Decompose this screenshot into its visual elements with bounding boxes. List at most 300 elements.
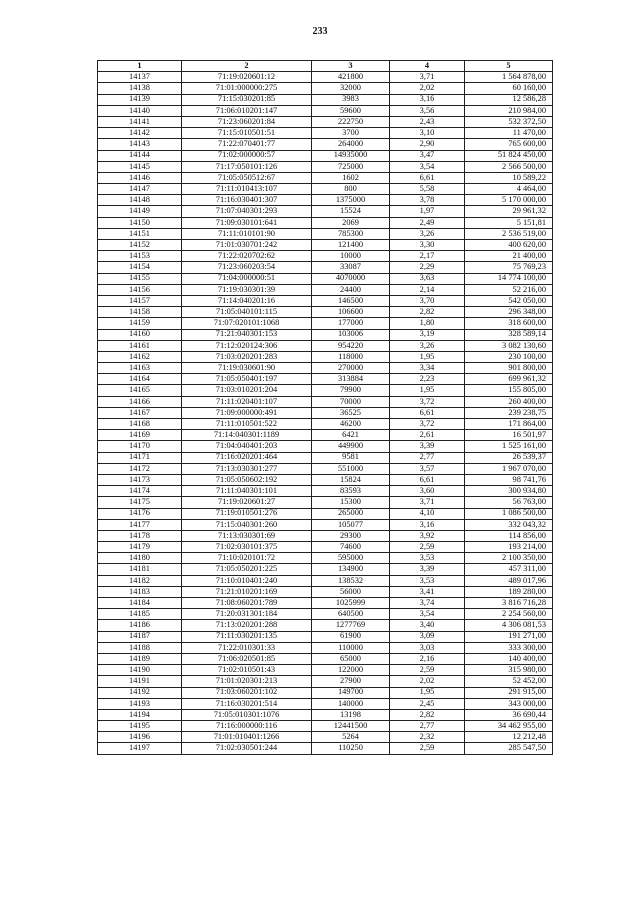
row-number-cell: 14177 xyxy=(98,519,182,530)
amount-cell: 29 961,32 xyxy=(465,206,553,217)
area-cell: 12441500 xyxy=(312,721,390,732)
cadastral-number-cell: 71:01:020301:213 xyxy=(182,676,312,687)
row-number-cell: 14145 xyxy=(98,161,182,172)
rate-cell: 2,59 xyxy=(390,665,465,676)
rate-cell: 2,16 xyxy=(390,653,465,664)
row-number-cell: 14140 xyxy=(98,105,182,116)
amount-cell: 52 216,00 xyxy=(465,284,553,295)
table-row xyxy=(98,407,553,418)
table-row xyxy=(98,698,553,709)
cadastral-number-cell: 71:10:020101:72 xyxy=(182,553,312,564)
amount-cell: 191 271,00 xyxy=(465,631,553,642)
area-cell: 4070000 xyxy=(312,273,390,284)
rate-cell: 3,10 xyxy=(390,128,465,139)
amount-cell: 10 589,22 xyxy=(465,172,553,183)
cadastral-number-cell: 71:12:020124:306 xyxy=(182,340,312,351)
area-cell: 36525 xyxy=(312,407,390,418)
row-number-cell: 14158 xyxy=(98,307,182,318)
table-row xyxy=(98,430,553,441)
area-cell: 1375000 xyxy=(312,195,390,206)
amount-cell: 189 280,00 xyxy=(465,586,553,597)
table-row xyxy=(98,172,553,183)
amount-cell: 542 050,00 xyxy=(465,295,553,306)
cadastral-number-cell: 71:05:050602:192 xyxy=(182,474,312,485)
area-cell: 313884 xyxy=(312,374,390,385)
row-number-cell: 14173 xyxy=(98,474,182,485)
cadastral-number-cell: 71:01:010401:1266 xyxy=(182,732,312,743)
area-cell: 105077 xyxy=(312,519,390,530)
table-row xyxy=(98,217,553,228)
table-row xyxy=(98,620,553,631)
table-row xyxy=(98,743,553,754)
cadastral-number-cell: 71:23:060203:54 xyxy=(182,262,312,273)
area-cell: 24400 xyxy=(312,284,390,295)
cadastral-number-cell: 71:05:040101:115 xyxy=(182,307,312,318)
row-number-cell: 14190 xyxy=(98,665,182,676)
cadastral-number-cell: 71:13:030301:277 xyxy=(182,463,312,474)
rate-cell: 3,26 xyxy=(390,340,465,351)
row-number-cell: 14189 xyxy=(98,653,182,664)
area-cell: 264000 xyxy=(312,139,390,150)
row-number-cell: 14185 xyxy=(98,609,182,620)
area-cell: 15824 xyxy=(312,474,390,485)
table-row xyxy=(98,228,553,239)
area-cell: 1602 xyxy=(312,172,390,183)
rate-cell: 2,29 xyxy=(390,262,465,273)
amount-cell: 140 400,00 xyxy=(465,653,553,664)
row-number-cell: 14175 xyxy=(98,497,182,508)
row-number-cell: 14153 xyxy=(98,251,182,262)
area-cell: 270000 xyxy=(312,363,390,374)
amount-cell: 60 160,00 xyxy=(465,83,553,94)
table-row xyxy=(98,150,553,161)
cadastral-number-cell: 71:05:050201:225 xyxy=(182,564,312,575)
amount-cell: 210 984,00 xyxy=(465,105,553,116)
table-row xyxy=(98,452,553,463)
area-cell: 65000 xyxy=(312,653,390,664)
area-cell: 3700 xyxy=(312,128,390,139)
table-row xyxy=(98,598,553,609)
area-cell: 449900 xyxy=(312,441,390,452)
table-row xyxy=(98,553,553,564)
area-cell: 954220 xyxy=(312,340,390,351)
rate-cell: 3,47 xyxy=(390,150,465,161)
cadastral-number-cell: 71:11:010413:107 xyxy=(182,184,312,195)
rate-cell: 1,95 xyxy=(390,687,465,698)
cadastral-number-cell: 71:05:050401:197 xyxy=(182,374,312,385)
amount-cell: 14 774 100,00 xyxy=(465,273,553,284)
amount-cell: 2 254 560,00 xyxy=(465,609,553,620)
area-cell: 640500 xyxy=(312,609,390,620)
rate-cell: 1,95 xyxy=(390,385,465,396)
rate-cell: 3,16 xyxy=(390,94,465,105)
amount-cell: 3 082 130,60 xyxy=(465,340,553,351)
rate-cell: 3,40 xyxy=(390,620,465,631)
amount-cell: 489 017,96 xyxy=(465,575,553,586)
page-number: 233 xyxy=(312,26,328,37)
amount-cell: 901 800,00 xyxy=(465,363,553,374)
row-number-cell: 14144 xyxy=(98,150,182,161)
rate-cell: 4,10 xyxy=(390,508,465,519)
table-row xyxy=(98,273,553,284)
rate-cell: 6,61 xyxy=(390,474,465,485)
table-row xyxy=(98,351,553,362)
cadastral-number-cell: 71:02:030501:244 xyxy=(182,743,312,754)
rate-cell: 3,19 xyxy=(390,329,465,340)
cadastral-number-cell: 71:11:040301:101 xyxy=(182,486,312,497)
rate-cell: 2,02 xyxy=(390,83,465,94)
amount-cell: 26 539,37 xyxy=(465,452,553,463)
cadastral-number-cell: 71:02:030101:375 xyxy=(182,542,312,553)
table-row xyxy=(98,318,553,329)
cadastral-number-cell: 71:04:040401:203 xyxy=(182,441,312,452)
table-row xyxy=(98,687,553,698)
table-row xyxy=(98,653,553,664)
cadastral-number-cell: 71:19:020601:12 xyxy=(182,72,312,83)
amount-cell: 12 212,48 xyxy=(465,732,553,743)
table-row xyxy=(98,340,553,351)
cadastral-number-cell: 71:06:020501:85 xyxy=(182,653,312,664)
rate-cell: 2,02 xyxy=(390,676,465,687)
cadastral-number-cell: 71:19:030601:90 xyxy=(182,363,312,374)
area-cell: 138532 xyxy=(312,575,390,586)
area-cell: 33087 xyxy=(312,262,390,273)
cadastral-number-cell: 71:01:030701:242 xyxy=(182,240,312,251)
amount-cell: 1 086 500,00 xyxy=(465,508,553,519)
area-cell: 1277769 xyxy=(312,620,390,631)
row-number-cell: 14178 xyxy=(98,530,182,541)
column-header-2: 2 xyxy=(182,61,312,72)
cadastral-number-cell: 71:16:020201:464 xyxy=(182,452,312,463)
area-cell: 1025999 xyxy=(312,598,390,609)
amount-cell: 4 464,00 xyxy=(465,184,553,195)
area-cell: 6421 xyxy=(312,430,390,441)
rate-cell: 2,43 xyxy=(390,116,465,127)
cadastral-number-cell: 71:22:070401:77 xyxy=(182,139,312,150)
cadastral-number-cell: 71:14:040201:16 xyxy=(182,295,312,306)
row-number-cell: 14192 xyxy=(98,687,182,698)
amount-cell: 260 400,00 xyxy=(465,396,553,407)
area-cell: 149700 xyxy=(312,687,390,698)
table-row xyxy=(98,307,553,318)
row-number-cell: 14195 xyxy=(98,721,182,732)
row-number-cell: 14176 xyxy=(98,508,182,519)
area-cell: 46200 xyxy=(312,419,390,430)
cadastral-number-cell: 71:21:010201:169 xyxy=(182,586,312,597)
area-cell: 27900 xyxy=(312,676,390,687)
table-row xyxy=(98,732,553,743)
table-row xyxy=(98,385,553,396)
amount-cell: 532 372,50 xyxy=(465,116,553,127)
cadastral-number-cell: 71:07:020101:1068 xyxy=(182,318,312,329)
cadastral-number-cell: 71:14:040301:1189 xyxy=(182,430,312,441)
rate-cell: 3,34 xyxy=(390,363,465,374)
cadastral-number-cell: 71:06:010201:147 xyxy=(182,105,312,116)
amount-cell: 333 300,00 xyxy=(465,642,553,653)
cadastral-number-cell: 71:21:040301:153 xyxy=(182,329,312,340)
rate-cell: 3,72 xyxy=(390,419,465,430)
row-number-cell: 14167 xyxy=(98,407,182,418)
cadastral-number-cell: 71:15:040301:260 xyxy=(182,519,312,530)
amount-cell: 21 400,00 xyxy=(465,251,553,262)
area-cell: 134900 xyxy=(312,564,390,575)
table-row xyxy=(98,721,553,732)
area-cell: 10000 xyxy=(312,251,390,262)
table-row xyxy=(98,363,553,374)
column-header-1: 1 xyxy=(98,61,182,72)
area-cell: 551000 xyxy=(312,463,390,474)
cadastral-number-cell: 71:16:030201:514 xyxy=(182,698,312,709)
rate-cell: 3,09 xyxy=(390,631,465,642)
cadastral-number-cell: 71:13:020201:288 xyxy=(182,620,312,631)
cadastral-number-cell: 71:05:010301:1076 xyxy=(182,709,312,720)
area-cell: 800 xyxy=(312,184,390,195)
table-row xyxy=(98,374,553,385)
rate-cell: 2,77 xyxy=(390,452,465,463)
cadastral-number-cell: 71:03:010201:204 xyxy=(182,385,312,396)
table-row xyxy=(98,128,553,139)
area-cell: 79900 xyxy=(312,385,390,396)
table-row xyxy=(98,441,553,452)
area-cell: 29300 xyxy=(312,530,390,541)
cadastral-number-cell: 71:13:030301:69 xyxy=(182,530,312,541)
rate-cell: 3,16 xyxy=(390,519,465,530)
table-row xyxy=(98,463,553,474)
area-cell: 5264 xyxy=(312,732,390,743)
area-cell: 61900 xyxy=(312,631,390,642)
area-cell: 140000 xyxy=(312,698,390,709)
cadastral-number-cell: 71:22:020702:62 xyxy=(182,251,312,262)
row-number-cell: 14171 xyxy=(98,452,182,463)
area-cell: 265000 xyxy=(312,508,390,519)
table-row xyxy=(98,83,553,94)
table-row xyxy=(98,676,553,687)
amount-cell: 332 043,32 xyxy=(465,519,553,530)
cadastral-number-cell: 71:01:000000:275 xyxy=(182,83,312,94)
cadastral-number-cell: 71:16:000000:116 xyxy=(182,721,312,732)
row-number-cell: 14159 xyxy=(98,318,182,329)
rate-cell: 3,41 xyxy=(390,586,465,597)
rate-cell: 3,72 xyxy=(390,396,465,407)
table-row xyxy=(98,564,553,575)
table-row xyxy=(98,486,553,497)
rate-cell: 3,71 xyxy=(390,72,465,83)
amount-cell: 171 864,00 xyxy=(465,419,553,430)
row-number-cell: 14147 xyxy=(98,184,182,195)
cadastral-number-cell: 71:22:010301:33 xyxy=(182,642,312,653)
rate-cell: 3,54 xyxy=(390,161,465,172)
rate-cell: 3,71 xyxy=(390,497,465,508)
table-row xyxy=(98,542,553,553)
table-row xyxy=(98,139,553,150)
row-number-cell: 14152 xyxy=(98,240,182,251)
cadastral-number-cell: 71:19:010501:276 xyxy=(182,508,312,519)
rate-cell: 2,17 xyxy=(390,251,465,262)
amount-cell: 1 525 161,00 xyxy=(465,441,553,452)
amount-cell: 52 452,00 xyxy=(465,676,553,687)
row-number-cell: 14139 xyxy=(98,94,182,105)
row-number-cell: 14165 xyxy=(98,385,182,396)
area-cell: 59600 xyxy=(312,105,390,116)
amount-cell: 457 311,00 xyxy=(465,564,553,575)
table-row xyxy=(98,665,553,676)
row-number-cell: 14170 xyxy=(98,441,182,452)
area-cell: 122000 xyxy=(312,665,390,676)
amount-cell: 16 501,97 xyxy=(465,430,553,441)
table-row xyxy=(98,396,553,407)
row-number-cell: 14196 xyxy=(98,732,182,743)
area-cell: 785300 xyxy=(312,228,390,239)
area-cell: 3983 xyxy=(312,94,390,105)
amount-cell: 285 547,50 xyxy=(465,743,553,754)
amount-cell: 296 348,00 xyxy=(465,307,553,318)
row-number-cell: 14179 xyxy=(98,542,182,553)
amount-cell: 230 100,00 xyxy=(465,351,553,362)
rate-cell: 2,90 xyxy=(390,139,465,150)
table-row xyxy=(98,575,553,586)
row-number-cell: 14194 xyxy=(98,709,182,720)
row-number-cell: 14172 xyxy=(98,463,182,474)
row-number-cell: 14154 xyxy=(98,262,182,273)
rate-cell: 3,54 xyxy=(390,609,465,620)
area-cell: 421800 xyxy=(312,72,390,83)
table-row xyxy=(98,497,553,508)
registry-table xyxy=(97,60,553,755)
amount-cell: 315 980,00 xyxy=(465,665,553,676)
area-cell: 121400 xyxy=(312,240,390,251)
table-row xyxy=(98,419,553,430)
cadastral-number-cell: 71:11:010501:522 xyxy=(182,419,312,430)
rate-cell: 3,30 xyxy=(390,240,465,251)
amount-cell: 56 763,00 xyxy=(465,497,553,508)
table-row xyxy=(98,195,553,206)
cadastral-number-cell: 71:05:050512:67 xyxy=(182,172,312,183)
rate-cell: 3,70 xyxy=(390,295,465,306)
row-number-cell: 14137 xyxy=(98,72,182,83)
amount-cell: 239 238,75 xyxy=(465,407,553,418)
cadastral-number-cell: 71:02:010501:43 xyxy=(182,665,312,676)
cadastral-number-cell: 71:19:030301:39 xyxy=(182,284,312,295)
amount-cell: 12 586,28 xyxy=(465,94,553,105)
amount-cell: 5 170 000,00 xyxy=(465,195,553,206)
table-row xyxy=(98,105,553,116)
table-row xyxy=(98,262,553,273)
row-number-cell: 14155 xyxy=(98,273,182,284)
amount-cell: 51 824 450,00 xyxy=(465,150,553,161)
amount-cell: 699 961,32 xyxy=(465,374,553,385)
amount-cell: 400 620,00 xyxy=(465,240,553,251)
row-number-cell: 14149 xyxy=(98,206,182,217)
rate-cell: 2,61 xyxy=(390,430,465,441)
area-cell: 110000 xyxy=(312,642,390,653)
column-header-4: 4 xyxy=(390,61,465,72)
area-cell: 74600 xyxy=(312,542,390,553)
table-row xyxy=(98,295,553,306)
rate-cell: 3,60 xyxy=(390,486,465,497)
row-number-cell: 14156 xyxy=(98,284,182,295)
table-row xyxy=(98,72,553,83)
cadastral-number-cell: 71:04:000000:51 xyxy=(182,273,312,284)
rate-cell: 3,53 xyxy=(390,553,465,564)
column-header-3: 3 xyxy=(312,61,390,72)
rate-cell: 2,49 xyxy=(390,217,465,228)
row-number-cell: 14182 xyxy=(98,575,182,586)
amount-cell: 328 589,14 xyxy=(465,329,553,340)
table-row xyxy=(98,508,553,519)
area-cell: 13198 xyxy=(312,709,390,720)
row-number-cell: 14184 xyxy=(98,598,182,609)
rate-cell: 3,03 xyxy=(390,642,465,653)
amount-cell: 765 600,00 xyxy=(465,139,553,150)
amount-cell: 155 805,00 xyxy=(465,385,553,396)
rate-cell: 1,80 xyxy=(390,318,465,329)
table-row xyxy=(98,284,553,295)
area-cell: 106600 xyxy=(312,307,390,318)
row-number-cell: 14183 xyxy=(98,586,182,597)
row-number-cell: 14193 xyxy=(98,698,182,709)
table-row xyxy=(98,642,553,653)
area-cell: 146500 xyxy=(312,295,390,306)
row-number-cell: 14138 xyxy=(98,83,182,94)
rate-cell: 2,82 xyxy=(390,709,465,720)
cadastral-number-cell: 71:19:020601:27 xyxy=(182,497,312,508)
row-number-cell: 14150 xyxy=(98,217,182,228)
row-number-cell: 14146 xyxy=(98,172,182,183)
area-cell: 177000 xyxy=(312,318,390,329)
cadastral-number-cell: 71:11:010101:90 xyxy=(182,228,312,239)
rate-cell: 2,23 xyxy=(390,374,465,385)
row-number-cell: 14141 xyxy=(98,116,182,127)
cadastral-number-cell: 71:03:060201:102 xyxy=(182,687,312,698)
row-number-cell: 14157 xyxy=(98,295,182,306)
cadastral-number-cell: 71:10:010401:240 xyxy=(182,575,312,586)
row-number-cell: 14169 xyxy=(98,430,182,441)
amount-cell: 1 967 070,00 xyxy=(465,463,553,474)
area-cell: 15300 xyxy=(312,497,390,508)
area-cell: 15524 xyxy=(312,206,390,217)
area-cell: 110250 xyxy=(312,743,390,754)
amount-cell: 343 000,00 xyxy=(465,698,553,709)
row-number-cell: 14160 xyxy=(98,329,182,340)
row-number-cell: 14191 xyxy=(98,676,182,687)
row-number-cell: 14161 xyxy=(98,340,182,351)
table-row xyxy=(98,94,553,105)
row-number-cell: 14180 xyxy=(98,553,182,564)
amount-cell: 318 600,00 xyxy=(465,318,553,329)
table-row xyxy=(98,709,553,720)
table-row xyxy=(98,631,553,642)
rate-cell: 1,97 xyxy=(390,206,465,217)
amount-cell: 114 856,00 xyxy=(465,530,553,541)
amount-cell: 193 214,00 xyxy=(465,542,553,553)
table-row xyxy=(98,116,553,127)
amount-cell: 291 915,00 xyxy=(465,687,553,698)
cadastral-number-cell: 71:07:040301:293 xyxy=(182,206,312,217)
amount-cell: 5 151,81 xyxy=(465,217,553,228)
table-row xyxy=(98,240,553,251)
row-number-cell: 14174 xyxy=(98,486,182,497)
area-cell: 14935000 xyxy=(312,150,390,161)
rate-cell: 2,59 xyxy=(390,743,465,754)
area-cell: 83593 xyxy=(312,486,390,497)
area-cell: 103006 xyxy=(312,329,390,340)
cadastral-number-cell: 71:17:050101:126 xyxy=(182,161,312,172)
rate-cell: 3,39 xyxy=(390,441,465,452)
amount-cell: 11 470,00 xyxy=(465,128,553,139)
row-number-cell: 14197 xyxy=(98,743,182,754)
row-number-cell: 14187 xyxy=(98,631,182,642)
row-number-cell: 14186 xyxy=(98,620,182,631)
